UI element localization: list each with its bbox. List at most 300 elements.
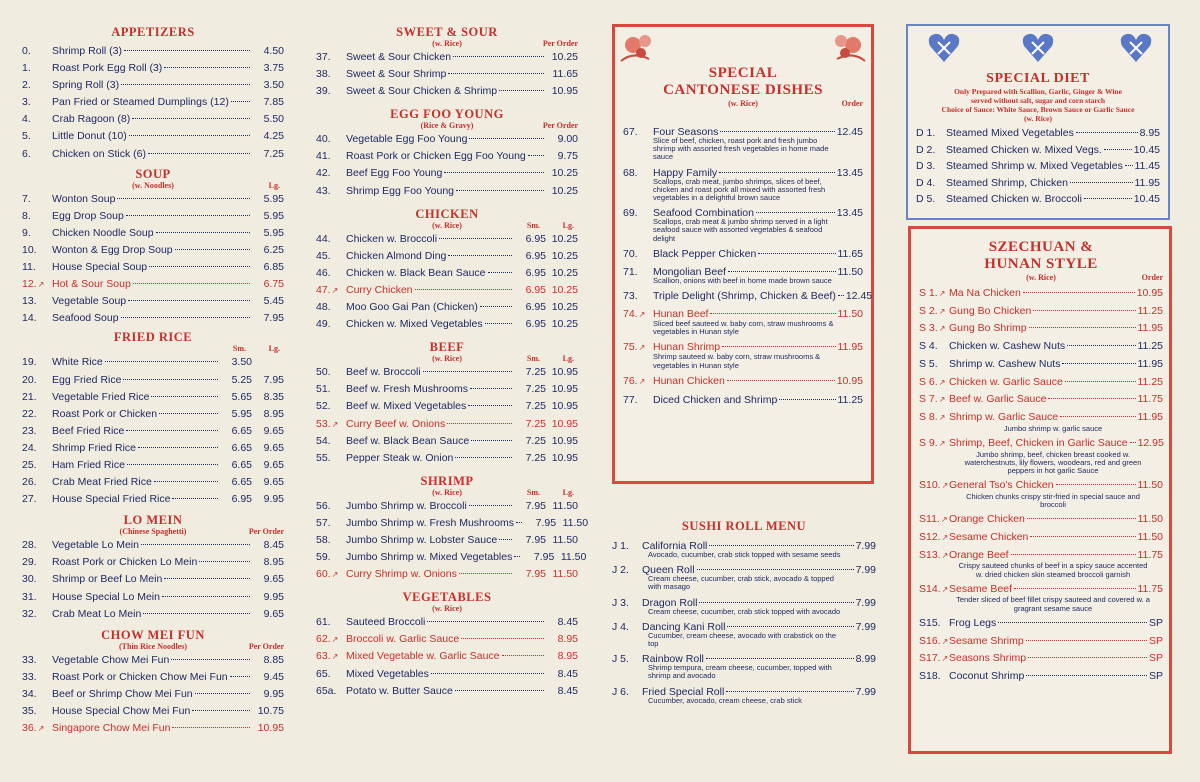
sweet-sour-title: SWEET & SOUR	[396, 25, 498, 39]
menu-item[interactable]	[316, 131, 578, 148]
menu-item[interactable]	[22, 457, 284, 474]
lo-mein-title: LO MEIN	[123, 513, 183, 528]
item-number: 41.	[316, 150, 331, 163]
menu-item[interactable]	[316, 231, 578, 248]
sushi-title: SUSHI ROLL MENU	[681, 519, 807, 533]
column-1	[22, 18, 284, 737]
menu-item[interactable]	[22, 491, 284, 508]
price-large: 9.95	[263, 493, 284, 506]
diet-note-4: (w. Rice)	[1024, 114, 1052, 123]
menu-item[interactable]	[22, 537, 284, 554]
leader-dots	[455, 457, 512, 458]
item-number: 35.	[22, 705, 37, 717]
leader-dots	[448, 73, 544, 74]
leader-dots	[514, 556, 520, 557]
lo-mein-sub: (Chinese Spaghetti)	[119, 527, 187, 537]
item-number: S 6.↗	[919, 375, 946, 388]
chicken-list	[316, 231, 578, 334]
menu-item[interactable]	[22, 406, 284, 423]
item-name: Ham Fried Rice	[52, 458, 125, 471]
item-number: S17.↗	[919, 652, 949, 665]
price-small: 6.95	[525, 232, 546, 245]
item-price: 3.75	[263, 62, 284, 75]
price-small: 3.50	[231, 356, 252, 369]
item-number: 54.	[316, 434, 331, 447]
szechuan-title-2: HUNAN STYLE	[984, 256, 1098, 272]
item-price: 11.25	[1137, 375, 1163, 388]
item-name: White Rice	[52, 356, 103, 369]
item-name: Chicken Almond Ding	[346, 249, 447, 262]
menu-item[interactable]	[919, 356, 1163, 374]
vegetables-subheader	[316, 604, 578, 614]
leader-dots	[230, 676, 250, 677]
leader-dots	[1070, 182, 1133, 183]
menu-item[interactable]	[919, 511, 1163, 529]
menu-item[interactable]	[22, 686, 284, 703]
item-name: Chicken on Stick (6)	[52, 147, 146, 160]
leader-dots	[453, 56, 544, 57]
item-price: 12.45	[836, 126, 863, 138]
diet-title: SPECIAL DIET	[986, 71, 1090, 86]
vegetables-title: VEGETABLES	[402, 590, 492, 605]
item-number: 40.	[316, 133, 331, 146]
item-name: Little Donut (10)	[52, 130, 127, 143]
beef-col1: Sm.	[526, 354, 540, 364]
item-number: 37.	[316, 51, 331, 63]
item-name: Sweet & Sour Chicken & Shrimp	[346, 85, 498, 98]
menu-item[interactable]	[919, 615, 1163, 633]
menu-item[interactable]	[22, 225, 284, 242]
item-name: Shrimp Roll (3)	[52, 45, 123, 57]
price-large: 11.50	[552, 568, 578, 581]
item-name: Sesame Chicken	[949, 530, 1029, 543]
menu-item[interactable]	[22, 276, 284, 293]
item-price: 11.50	[1137, 479, 1163, 492]
item-name: Beef w. Black Bean Sauce	[346, 434, 470, 447]
item-number: 61.	[316, 616, 331, 629]
menu-item[interactable]	[22, 474, 284, 491]
szechuan-box	[908, 226, 1172, 754]
item-number: 19.	[22, 356, 37, 369]
cantonese-col-header: Order	[841, 99, 863, 108]
menu-item[interactable]	[22, 652, 284, 669]
item-number: 55.	[316, 451, 331, 464]
szechuan-sub: (w. Rice)	[1026, 273, 1056, 282]
flower-icon	[821, 31, 867, 65]
item-number: S11.↗	[919, 513, 948, 526]
menu-item[interactable]	[316, 83, 578, 100]
menu-item[interactable]	[22, 389, 284, 406]
item-number: 46.	[316, 266, 331, 279]
menu-item[interactable]	[22, 94, 284, 111]
item-name: Broccoli w. Garlic Sauce	[346, 633, 460, 646]
leader-dots	[164, 67, 250, 68]
leader-dots	[121, 84, 250, 85]
leader-dots	[480, 306, 512, 307]
shrimp-sub: (w. Rice)	[432, 487, 462, 497]
item-number: 53.↗	[316, 417, 339, 430]
menu-item[interactable]	[316, 49, 578, 66]
leader-dots	[516, 522, 522, 523]
menu-item[interactable]	[22, 77, 284, 94]
price-large: 9.65	[263, 476, 284, 489]
price-large: 8.95	[263, 407, 284, 420]
item-price: 9.00	[557, 133, 578, 146]
appetizers-list	[22, 43, 284, 163]
leader-dots	[726, 691, 853, 692]
price-small: 6.65	[231, 424, 252, 437]
leader-dots	[105, 361, 218, 362]
menu-item[interactable]	[22, 372, 284, 389]
menu-item[interactable]	[919, 374, 1163, 392]
item-name: Beef Egg Foo Young	[346, 167, 443, 180]
leader-dots	[231, 101, 250, 102]
leader-dots	[1011, 554, 1136, 555]
item-number: 73.	[623, 290, 638, 303]
item-price: 7.99	[855, 596, 876, 609]
menu-item[interactable]	[316, 316, 578, 333]
item-price: 11.75	[1137, 582, 1163, 595]
menu-item[interactable]	[22, 60, 284, 77]
menu-item[interactable]	[316, 450, 578, 467]
leader-dots	[171, 659, 250, 660]
cantonese-sub: (w. Rice)	[728, 99, 758, 108]
item-name: Steamed Shrimp w. Mixed Vegetables	[946, 160, 1123, 172]
item-number: 65a.	[316, 684, 337, 697]
pepper-icon: ↗	[638, 310, 646, 320]
menu-item[interactable]	[316, 614, 578, 631]
menu-item[interactable]	[919, 391, 1163, 409]
leader-dots	[1023, 292, 1135, 293]
menu-item[interactable]	[316, 148, 578, 165]
menu-item[interactable]	[22, 310, 284, 327]
menu-item[interactable]	[22, 293, 284, 310]
price-small: 7.95	[525, 568, 546, 581]
leader-dots	[1104, 149, 1132, 150]
menu-item[interactable]	[919, 285, 1163, 303]
item-number: 68.	[623, 166, 638, 179]
menu-item[interactable]	[22, 554, 284, 571]
menu-item[interactable]	[919, 633, 1163, 651]
leader-dots	[151, 396, 218, 397]
item-name: Four Seasons	[653, 126, 719, 138]
menu-item[interactable]	[316, 299, 578, 316]
price-small: 5.95	[231, 407, 252, 420]
item-price: 4.50	[263, 45, 284, 57]
soup-subheader	[22, 181, 284, 191]
item-description: Scallops, crab meat, jumbo shrimps, slices of beef, chicken and roast pork all mixed with assorted fresh vegetables in a delightful brown sauce	[653, 176, 826, 203]
item-number: S 4.	[919, 340, 938, 353]
menu-item[interactable]	[22, 128, 284, 145]
leader-dots	[455, 690, 544, 691]
price-small: 6.95	[525, 301, 546, 314]
item-name: Diced Chicken and Shrimp	[653, 393, 778, 406]
beef-sub: (w. Rice)	[432, 354, 462, 364]
menu-item[interactable]	[316, 631, 578, 648]
item-price: 8.85	[263, 653, 284, 666]
item-name: Dragon Roll	[642, 596, 698, 609]
menu-item[interactable]	[919, 338, 1163, 356]
menu-item[interactable]	[22, 423, 284, 440]
menu-item[interactable]	[22, 208, 284, 225]
menu-item[interactable]	[22, 259, 284, 276]
item-name: House Special Chow Mei Fun	[52, 705, 191, 717]
leader-dots	[709, 545, 853, 546]
item-number: 13.	[22, 295, 37, 308]
menu-item[interactable]	[316, 515, 589, 532]
menu-item[interactable]	[919, 303, 1163, 321]
item-name: Dancing Kani Roll	[642, 620, 726, 633]
item-price: 8.45	[263, 539, 284, 552]
item-number: 70.	[623, 247, 638, 260]
item-number: D 4.	[916, 176, 936, 189]
item-number: 8.	[22, 209, 31, 222]
menu-item[interactable]	[916, 125, 1160, 142]
item-name: Sesame Beef	[949, 582, 1013, 595]
menu-item[interactable]	[22, 720, 284, 737]
menu-item[interactable]	[316, 498, 578, 515]
menu-item[interactable]	[316, 683, 578, 700]
diet-note-2: served without salt, sugar and corn starch	[970, 96, 1106, 105]
price-small: 7.25	[525, 417, 546, 430]
item-price: 8.45	[557, 684, 578, 697]
item-name: Jumbo Shrimp w. Lobster Sauce	[346, 533, 498, 546]
leader-dots	[1065, 381, 1136, 382]
item-price: 7.85	[263, 96, 284, 109]
menu-item[interactable]	[22, 146, 284, 163]
menu-item[interactable]	[916, 175, 1160, 192]
leader-dots	[722, 346, 835, 347]
menu-item[interactable]	[22, 242, 284, 259]
item-number: D 5.	[916, 193, 936, 205]
item-number: 56.	[316, 499, 331, 512]
item-name: Hot & Sour Soup	[52, 278, 131, 291]
menu-item[interactable]	[316, 566, 578, 583]
leader-dots	[149, 266, 250, 267]
menu-item[interactable]	[22, 589, 284, 606]
leader-dots	[728, 271, 836, 272]
item-name: Coconut Shrimp	[949, 669, 1025, 682]
price-large: 7.95	[263, 373, 284, 386]
item-number: 57.	[316, 516, 331, 529]
item-number: S18.	[919, 669, 941, 682]
menu-item[interactable]	[316, 381, 578, 398]
price-small: 6.95	[525, 318, 546, 331]
menu-item[interactable]	[316, 364, 578, 381]
leader-dots	[133, 283, 250, 284]
menu-item[interactable]	[919, 650, 1163, 668]
beef-title: BEEF	[429, 340, 465, 355]
price-large: 10.95	[551, 366, 578, 379]
menu-item[interactable]	[22, 669, 284, 686]
item-price: 11.95	[837, 341, 863, 354]
item-name: Beef w. Garlic Sauce	[949, 393, 1047, 406]
menu-item[interactable]	[316, 666, 578, 683]
leader-dots	[172, 727, 250, 728]
item-name: House Special Fried Rice	[52, 493, 171, 506]
pepper-icon: ↗	[37, 724, 45, 734]
item-price: 9.75	[557, 150, 578, 163]
menu-item[interactable]	[22, 354, 284, 371]
egg-foo-young-list	[316, 131, 578, 199]
fried-rice-title: FRIED RICE	[113, 330, 193, 345]
menu-item[interactable]	[919, 529, 1163, 547]
item-price: 11.65	[837, 247, 863, 260]
menu-item[interactable]	[316, 248, 578, 265]
item-number: 48.	[316, 301, 331, 314]
pepper-icon: ↗	[941, 584, 949, 594]
leader-dots	[154, 481, 218, 482]
menu-item[interactable]	[22, 111, 284, 128]
item-price: 9.65	[263, 573, 284, 586]
item-number: 5.	[22, 130, 31, 143]
item-number: 49.	[316, 318, 331, 331]
pepper-icon: ↗	[941, 654, 949, 664]
menu-item[interactable]	[22, 440, 284, 457]
item-name: Roast Pork or Chicken Lo Mein	[52, 556, 198, 569]
leader-dots	[720, 131, 834, 132]
price-large: 9.65	[263, 441, 284, 454]
leader-dots	[1060, 416, 1135, 417]
lo-mein-subheader	[22, 527, 284, 537]
menu-item[interactable]	[623, 289, 873, 303]
item-price: 11.25	[1137, 340, 1163, 353]
menu-item[interactable]	[22, 191, 284, 208]
menu-item[interactable]	[316, 282, 578, 299]
item-price: 11.65	[552, 68, 578, 81]
item-number: 27.	[22, 493, 37, 506]
menu-item[interactable]	[316, 648, 578, 665]
menu-item[interactable]	[316, 532, 578, 549]
menu-item[interactable]	[919, 668, 1163, 686]
item-price: SP	[1148, 634, 1163, 647]
menu-item[interactable]	[623, 374, 863, 389]
item-number: 3.	[22, 96, 31, 109]
menu-item[interactable]	[316, 265, 578, 282]
leader-dots	[164, 578, 250, 579]
item-name: Shrimp w. Cashew Nuts	[949, 357, 1061, 370]
fried-rice-col2: Lg.	[268, 344, 280, 354]
menu-item[interactable]	[623, 247, 863, 261]
leader-dots	[143, 613, 250, 614]
item-price: 10.95	[1136, 287, 1163, 299]
menu-item[interactable]	[316, 398, 578, 415]
item-description: Shrimp sauteed w. baby corn, straw mushrooms & vegetables in Hunan style	[653, 352, 821, 370]
pepper-icon: ↗	[938, 324, 946, 334]
item-number: 26.	[22, 476, 37, 489]
menu-item[interactable]	[316, 549, 587, 566]
menu-item[interactable]	[316, 416, 578, 433]
item-name: Ma Na Chicken	[949, 287, 1021, 299]
lo-mein-list	[22, 537, 284, 622]
item-price: SP	[1148, 616, 1163, 629]
pepper-icon: ↗	[938, 306, 946, 316]
item-number: 4.	[22, 113, 31, 126]
chow-mei-fun-sub: (Thin Rice Noodles)	[119, 641, 187, 651]
menu-item[interactable]	[919, 320, 1163, 338]
leader-dots	[461, 638, 544, 639]
pepper-icon: ↗	[938, 377, 946, 387]
item-number: S 1.↗	[919, 287, 946, 299]
item-price: 11.95	[1134, 176, 1160, 189]
item-number: 44.	[316, 232, 331, 245]
item-description: Scallion, onions with beef in home made brown sauce	[653, 275, 832, 285]
soup-sub: (w. Noodles)	[132, 180, 174, 190]
item-name: Curry Chicken	[346, 283, 413, 296]
menu-item[interactable]	[316, 165, 578, 182]
menu-item[interactable]	[22, 703, 284, 720]
menu-item[interactable]	[22, 571, 284, 588]
pepper-icon: ↗	[331, 652, 339, 662]
menu-item[interactable]	[623, 393, 863, 407]
price-large: 10.25	[551, 283, 578, 296]
price-large: 9.65	[263, 424, 284, 437]
item-price: 8.45	[557, 667, 578, 680]
egg-foo-young-col-header: Per Order	[542, 121, 578, 131]
leader-dots	[499, 90, 544, 91]
menu-item[interactable]	[916, 191, 1160, 208]
fried-rice-subheader	[22, 344, 284, 354]
menu-item[interactable]	[916, 158, 1160, 175]
item-number: 33.	[22, 653, 37, 666]
menu-item[interactable]	[22, 43, 284, 60]
leader-dots	[706, 658, 854, 659]
beef-list	[316, 364, 578, 467]
leader-dots	[1067, 345, 1135, 346]
leader-dots	[1030, 536, 1135, 537]
item-price: 12.45	[845, 290, 873, 303]
item-name: General Tso's Chicken	[949, 479, 1054, 492]
item-price: 11.95	[1137, 357, 1163, 370]
item-price: 11.95	[1137, 410, 1163, 423]
item-number: 59.	[316, 551, 331, 564]
item-number: 24.	[22, 441, 37, 454]
leader-dots	[528, 155, 544, 156]
pepper-icon: ↗	[638, 343, 646, 353]
price-small: 7.25	[525, 383, 546, 396]
item-number: 45.	[316, 249, 331, 262]
menu-item[interactable]	[316, 183, 578, 200]
menu-item[interactable]	[22, 606, 284, 623]
item-name: Crab Ragoon (8)	[52, 113, 131, 126]
menu-item[interactable]	[316, 433, 578, 450]
item-name: Shrimp Egg Foo Young	[346, 184, 454, 197]
leader-dots	[415, 289, 512, 290]
menu-item[interactable]	[316, 66, 578, 83]
leader-dots	[456, 190, 544, 191]
menu-item[interactable]	[916, 142, 1160, 159]
item-name: Vegetable Chow Mei Fun	[52, 653, 170, 666]
item-name: Jumbo Shrimp w. Mixed Vegetables	[346, 551, 513, 564]
item-name: Wonton Soup	[52, 192, 116, 205]
item-name: Vegetable Egg Foo Young	[346, 133, 468, 146]
price-small: 7.25	[525, 434, 546, 447]
item-name: Hunan Shrimp	[653, 341, 721, 354]
leader-dots	[697, 569, 854, 570]
item-price: 8.95	[557, 633, 578, 646]
leader-dots	[121, 317, 250, 318]
item-number: S 5.	[919, 357, 938, 370]
item-price: 10.25	[551, 167, 578, 180]
item-price: 3.50	[263, 79, 284, 92]
item-name: Seasons Shrimp	[949, 652, 1027, 665]
item-description: Avocado, cucumber, crab stick topped with sesame seeds	[648, 550, 841, 559]
item-name: Jumbo Shrimp w. Broccoli	[346, 499, 467, 512]
diet-note-1: Only Prepared with Scallion, Garlic, Ginger & Wine	[954, 87, 1122, 96]
item-price: 9.45	[263, 670, 284, 683]
item-name: Hunan Chicken	[653, 374, 725, 387]
item-price: 11.50	[837, 308, 863, 321]
